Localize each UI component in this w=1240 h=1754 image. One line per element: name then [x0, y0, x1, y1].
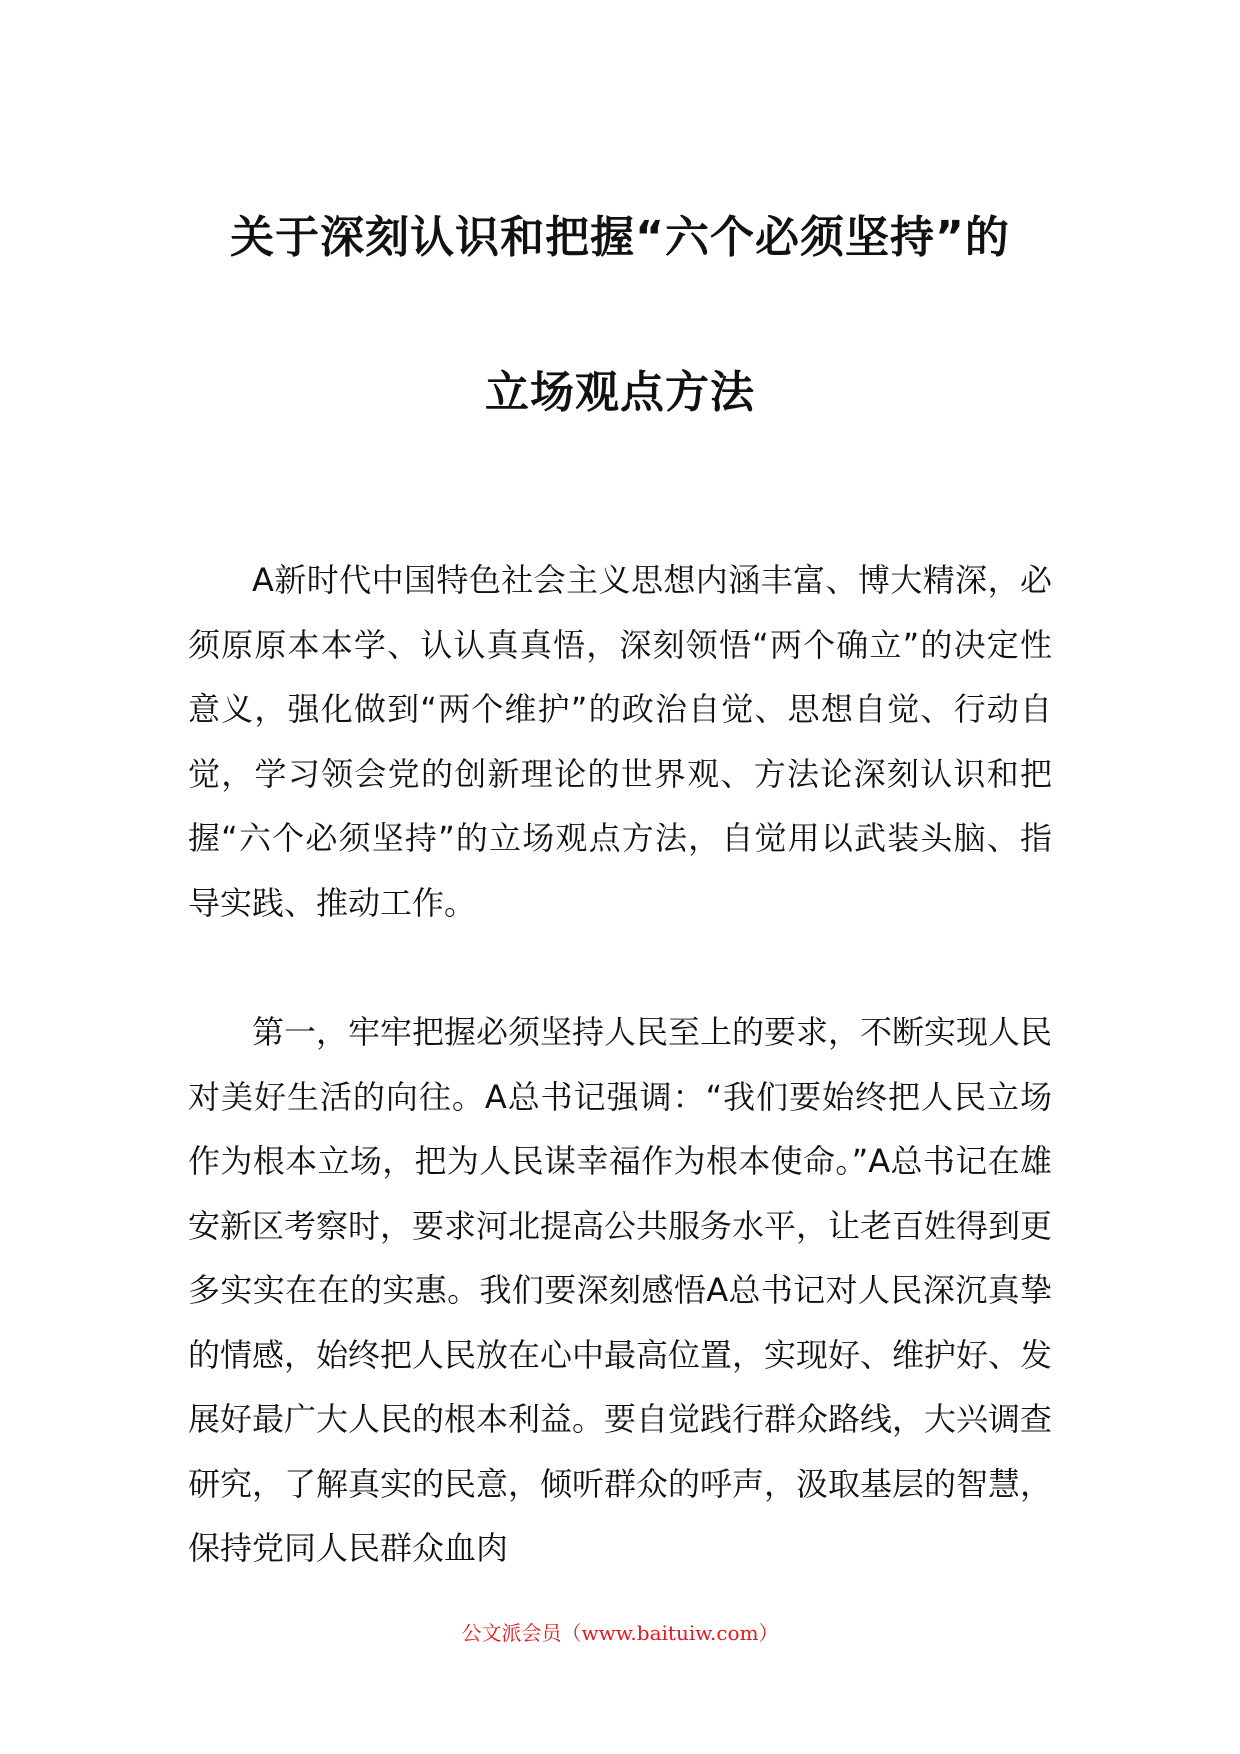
body-paragraph-1: A新时代中国特色社会主义思想内涵丰富、博大精深，必须原原本本学、认认真真悟，深刻领悟“两个确立”的决定性意义，强化做到“两个维护”的政治自觉、思想自觉、行动自觉，学习领会党的创新理论的世界观、方法论深刻认识和把握“六个必须坚持”的立场观点方法，自觉用以武装头脑、指导实践、推动工作。	[188, 561, 1052, 922]
document-title-line-1: 关于深刻认识和把握“六个必须坚持”的	[230, 212, 1010, 263]
document-title-line-2: 立场观点方法	[485, 367, 755, 418]
body-paragraph-2: 第一，牢牢把握必须坚持人民至上的要求，不断实现人民对美好生活的向往。A总书记强调：“我们要始终把人民立场作为根本立场，把为人民谋幸福作为根本使命。”A总书记在雄安新区考察时，要求河北提高公共服务水平，让老百姓得到更多实实在在的实惠。我们要深刻感悟A总书记对人民深沉真挚的情感，始终把人民放在心中最高位置，实现好、维护好、发展好最广大人民的根本利益。要自觉践行群众路线，大兴调查研究，了解真实的民意，倾听群众的呼声，汲取基层的智慧，保持党同人民群众血肉	[188, 1013, 1053, 1567]
footer-watermark-link[interactable]: 公文派会员（www.baituiw.com）	[461, 1621, 779, 1645]
